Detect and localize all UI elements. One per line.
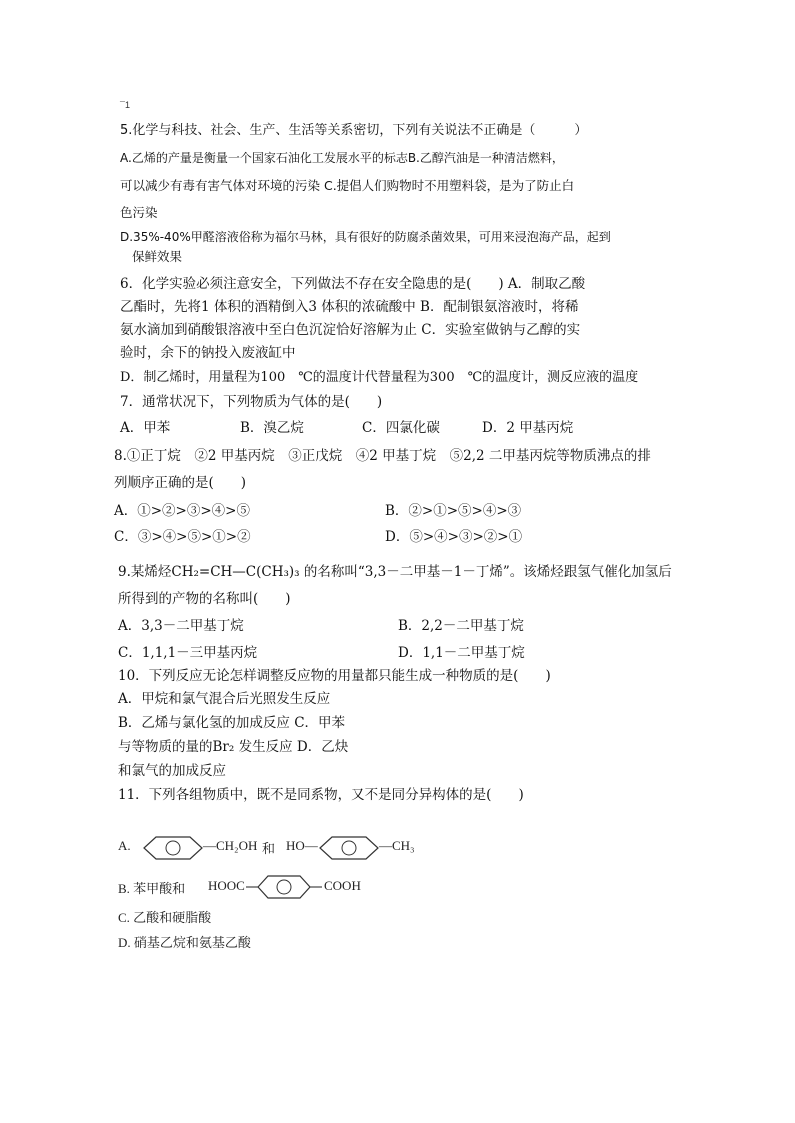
q8-stem-line2: 列顺序正确的是( ) [114, 475, 247, 491]
q9-option-d: D．1,1－二甲基丁烷 [398, 645, 525, 661]
q11-option-a-ho: HO— [286, 838, 318, 853]
q8-option-c: C．③>④>⑤>①>② [114, 529, 251, 545]
q9-stem-line2: 所得到的产物的名称叫( ) [118, 591, 291, 607]
q11-option-a-and: 和 [262, 841, 276, 856]
q10-option-b: B．乙烯与氯化氢的加成反应 C．甲苯 [118, 715, 346, 731]
q11-option-c: C. 乙酸和硬脂酸 [118, 910, 212, 925]
q11-stem: 11．下列各组物质中，既不是同系物，又不是同分异构体的是( ) [118, 787, 524, 803]
q7-option-a: A．甲苯 [120, 420, 171, 436]
q9-option-c: C．1,1,1－三甲基丙烷 [118, 645, 258, 661]
q10-option-a: A．甲烷和氯气混合后光照发生反应 [118, 691, 331, 707]
q6-line3: 氨水滴加到硝酸银溶液中至白色沉淀恰好溶解为止 C．实验室做钠与乙醇的实 [120, 322, 581, 338]
q11-option-a-ch3: —CH₃ [379, 838, 415, 853]
q9-stem-line1: 9.某烯烃CH₂=CH—C(CH₃)₃ 的名称叫“3,3－二甲基－1－丁烯”。该烯烃跟氢气催化加氢后 [118, 564, 672, 580]
q5-option-a-line1: A.乙烯的产量是衡量一个国家石油化工发展水平的标志B.乙醇汽油是一种清洁燃料， [120, 151, 564, 165]
page-marker: ¯1 [120, 100, 130, 110]
q7-stem: 7．通常状况下，下列物质为气体的是( ) [120, 394, 383, 410]
q5-option-d-line2: 保鲜效果 [132, 249, 183, 264]
q6-line1: 6．化学实验必须注意安全，下列做法不存在安全隐患的是( ) A．制取乙酸 [120, 276, 586, 292]
q9-option-b: B．2,2－二甲基丁烷 [398, 618, 524, 634]
q7-option-c: C．四氯化碳 [362, 420, 440, 436]
q5-stem: 5.化学与科技、社会、生产、生活等关系密切，下列有关说法不正确是（ ） [120, 123, 588, 138]
q10-option-d: 和氯气的加成反应 [118, 763, 226, 779]
q9-option-a: A．3,3－二甲基丁烷 [118, 618, 244, 634]
q8-option-b: B．②>①>⑤>④>③ [385, 503, 522, 519]
q5-option-d-line1: D.35%-40%甲醛溶液俗称为福尔马林，具有很好的防腐杀菌效果，可用来浸泡海产品，起到 [120, 230, 611, 244]
benzene-ring-icon [142, 834, 204, 862]
q5-option-a-line2: 可以减少有毒有害气体对环境的污染 C.提倡人们购物时不用塑料袋，是为了防止白 [120, 178, 575, 193]
q11-option-b-cooh: COOH [324, 878, 361, 893]
q6-line4: 验时，余下的钠投入废液缸中 [120, 345, 296, 361]
q5-option-a-line3: 色污染 [120, 205, 158, 220]
q7-option-b: B．溴乙烷 [240, 420, 304, 436]
q11-option-b-hooc: HOOC [208, 878, 245, 893]
q6-line2: 乙酯时，先将1 体积的酒精倒入3 体积的浓硫酸中 B．配制银氨溶液时，将稀 [120, 299, 579, 315]
q8-option-d: D．⑤>④>③>②>① [385, 529, 523, 545]
q11-option-a-label: A. [118, 838, 131, 853]
q8-option-a: A．①>②>③>④>⑤ [114, 503, 250, 519]
q11-option-d: D. 硝基乙烷和氨基乙酸 [118, 935, 251, 950]
q10-option-c: 与等物质的量的Br₂ 发生反应 D．乙炔 [118, 739, 349, 755]
q10-stem: 10．下列反应无论怎样调整反应物的用量都只能生成一种物质的是( ) [118, 668, 551, 684]
q6-line5: D．制乙烯时，用量程为100 ℃的温度计代替量程为300 ℃的温度计，测反应液的温度 [120, 370, 639, 385]
benzene-ring-icon [246, 873, 324, 901]
benzene-ring-icon [318, 834, 380, 862]
q7-option-d: D．2 甲基丙烷 [482, 420, 574, 436]
q11-option-a-ch2oh: —CH₂OH [203, 838, 258, 853]
q8-stem-line1: 8.①正丁烷 ②2 甲基丙烷 ③正戊烷 ④2 甲基丁烷 ⑤2,2 二甲基丙烷等物质沸点的排 [114, 448, 651, 464]
q11-option-b-text: B. 苯甲酸和 [118, 881, 186, 896]
